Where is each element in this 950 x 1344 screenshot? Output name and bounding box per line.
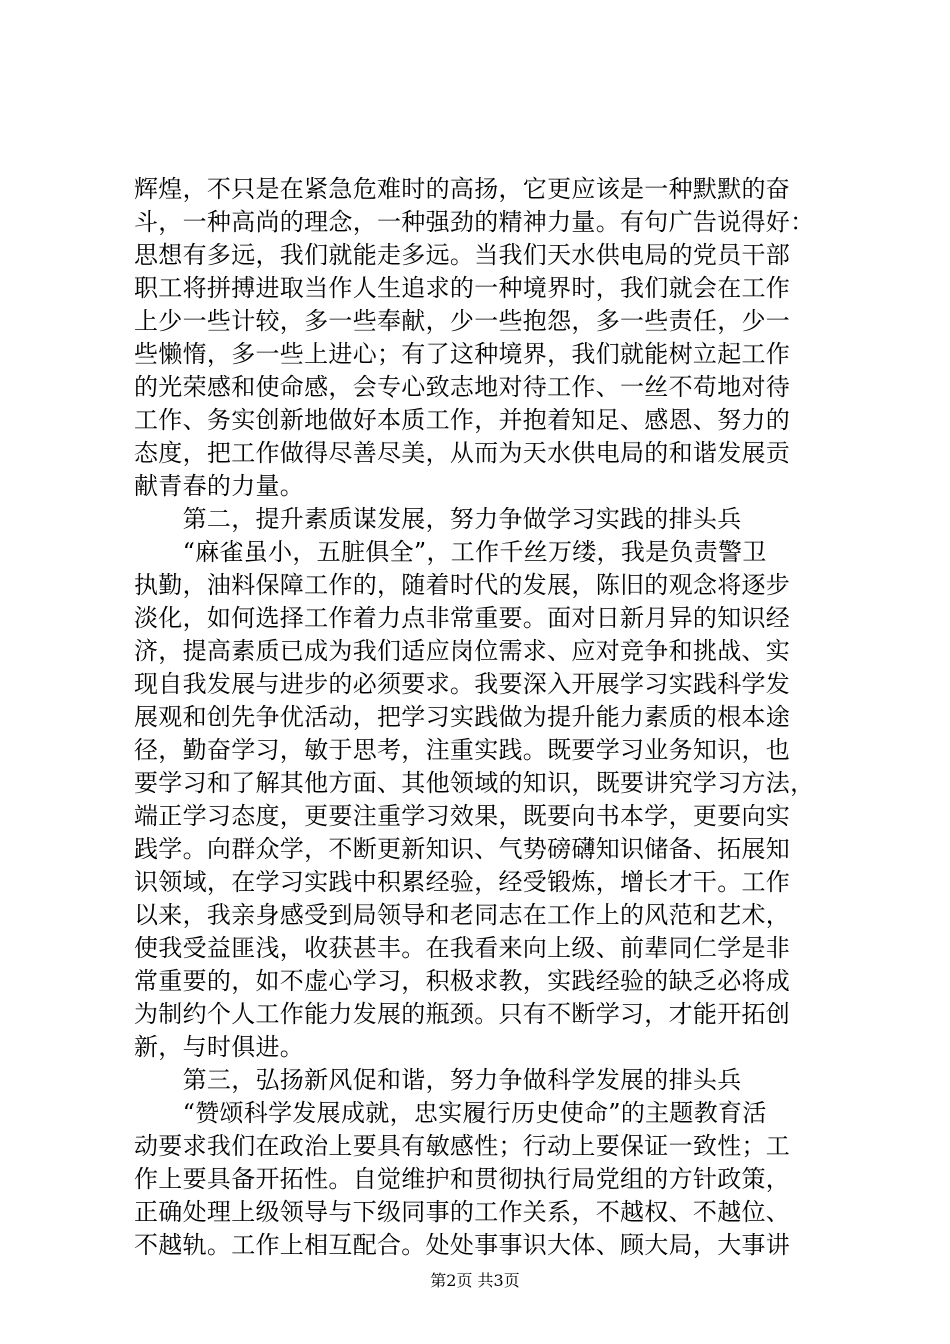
text-line: 的光荣感和使命感，会专心致志地对待工作、一丝不苟地对待 (134, 373, 791, 401)
text-line: 要学习和了解其他方面、其他领域的知识，既要讲究学习方法， (134, 769, 815, 797)
text-line: 献青春的力量。 (134, 472, 305, 500)
text-line: 识领域，在学习实践中积累经验，经受锻炼，增长才干。工作 (134, 868, 791, 896)
text-line: 斗，一种高尚的理念，一种强劲的精神力量。有句广告说得好： (134, 208, 815, 236)
text-line: 辉煌，不只是在紧急危难时的高扬，它更应该是一种默默的奋 (134, 175, 791, 203)
text-line: 济，提高素质已成为我们适应岗位需求、应对竞争和挑战、实 (134, 637, 791, 665)
text-line: 动要求我们在政治上要具有敏感性；行动上要保证一致性；工 (134, 1132, 791, 1160)
text-line: 工作、务实创新地做好本质工作，并抱着知足、感恩、努力的 (134, 406, 791, 434)
text-line: 践学。向群众学，不断更新知识、气势磅礴知识储备、拓展知 (134, 835, 791, 863)
text-line: 作上要具备开拓性。自觉维护和贯彻执行局党组的方针政策， (134, 1165, 791, 1193)
text-line: 使我受益匪浅，收获甚丰。在我看来向上级、前辈同仁学是非 (134, 934, 791, 962)
text-line: 展观和创先争优活动，把学习实践做为提升能力素质的根本途 (134, 703, 791, 731)
text-line: 职工将拼搏进取当作人生追求的一种境界时，我们就会在工作 (134, 274, 791, 302)
text-line: 端正学习态度，更要注重学习效果，既要向书本学，更要向实 (134, 802, 791, 830)
text-line: 思想有多远，我们就能走多远。当我们天水供电局的党员干部 (134, 241, 791, 269)
text-line: 径，勤奋学习，敏于思考，注重实践。既要学习业务知识，也 (134, 736, 791, 764)
text-line: 正确处理上级领导与下级同事的工作关系，不越权、不越位、 (134, 1198, 791, 1226)
page-number-footer: 第2页 共3页 (430, 1271, 520, 1290)
text-line: 态度，把工作做得尽善尽美，从而为天水供电局的和谐发展贡 (134, 439, 791, 467)
text-line: 新，与时俱进。 (134, 1033, 305, 1061)
text-line: 不越轨。工作上相互配合。处处事事识大体、顾大局，大事讲 (134, 1231, 791, 1259)
section-heading: 第二，提升素质谋发展，努力争做学习实践的排头兵 (134, 505, 742, 533)
text-line: 上少一些计较，多一些奉献，少一些抱怨，多一些责任，少一 (134, 307, 791, 335)
text-line: “赞颂科学发展成就，忠实履行历史使命”的主题教育活 (134, 1099, 767, 1127)
text-line: “麻雀虽小，五脏俱全”，工作千丝万缕，我是负责警卫 (134, 538, 767, 566)
text-line: 些懒惰，多一些上进心；有了这种境界，我们就能树立起工作 (134, 340, 791, 368)
section-heading: 第三，弘扬新风促和谐，努力争做科学发展的排头兵 (134, 1066, 742, 1094)
text-line: 常重要的，如不虚心学习，积极求教，实践经验的缺乏必将成 (134, 967, 791, 995)
text-line: 为制约个人工作能力发展的瓶颈。只有不断学习，才能开拓创 (134, 1000, 791, 1028)
text-line: 执勤，油料保障工作的，随着时代的发展，陈旧的观念将逐步 (134, 571, 791, 599)
text-line: 淡化，如何选择工作着力点非常重要。面对日新月异的知识经 (134, 604, 791, 632)
text-line: 现自我发展与进步的必须要求。我要深入开展学习实践科学发 (134, 670, 791, 698)
text-line: 以来，我亲身感受到局领导和老同志在工作上的风范和艺术， (134, 901, 791, 929)
